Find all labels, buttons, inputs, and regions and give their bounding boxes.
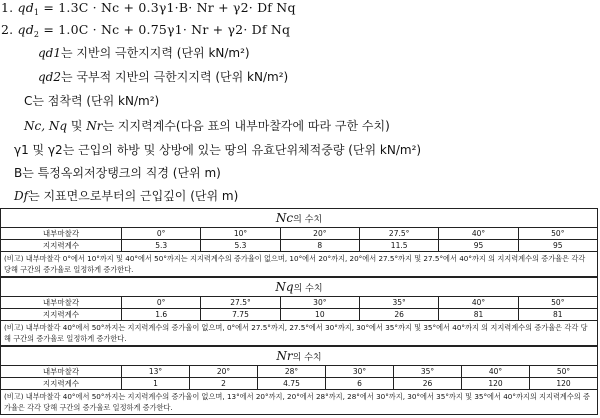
nq-value-row [1,309,597,321]
table-cell: 95 [518,240,597,251]
table-cell: 81 [438,309,517,320]
table-cell: 40° [438,297,517,308]
table-cell: 95 [438,240,517,251]
nc-value-row [1,240,597,252]
nr-angle-label: 내부마찰각 [42,367,80,376]
description-qd1-text: 는 지반의 극한지지력 (단위 kN/m²) [61,46,250,60]
nq-caption-suffix: 의 수치 [293,284,323,294]
symbol-df: Df [14,189,29,203]
formula-2-number: 2. [1,22,14,37]
table-cell: 6 [325,378,393,389]
formula-2 [1,22,290,37]
table-cell: 7.75 [200,309,279,320]
formula-2-lhs: qd [17,22,34,37]
nc-table-caption [1,209,597,228]
table-cell: 20° [280,228,359,239]
table-cell: 10° [200,228,279,239]
nc-table [0,208,598,277]
description-n [24,117,390,134]
formula-1-lhs-sub: 1 [33,8,40,17]
table-cell: 13° [121,366,189,377]
formula-1-rhs: = 1.3C · Nc + 0.3γ1·B· Nr + γ2· Df Nq [43,0,296,15]
nr-angle-row [1,366,597,378]
symbol-qd1: qd1 [38,46,61,60]
description-qd1 [38,44,250,61]
nq-note: (비고) 내부마찰각 40°에서 50°까지는 지지력계수의 증가율이 없으며, 0°에서 27.5°까지, 27.5°에서 30°까지, 30°에서 35°까지 및 35°에서 40°까지 의 지지력계수의 증가율은 각각 당해 구간의 증가율로 일정하게 증가한다. [1,321,597,346]
formula-2-lhs-sub: 2 [33,30,40,39]
nc-caption-suffix: 의 수치 [293,215,323,225]
formula-2-rhs: = 1.0C · Nc + 0.75γ1· Nr + γ2· Df Nq [43,22,291,37]
description-qd2-text: 는 국부적 지반의 극한지지력 (단위 kN/m²) [61,70,289,84]
description-b-text: B는 특정옥외저장탱크의 직경 (단위 m) [14,166,221,180]
table-cell: 30° [280,297,359,308]
description-n-text: 는 지지력계수(다음 표의 내부마찰각에 따라 구한 수치) [102,119,390,133]
description-qd2 [38,68,288,85]
description-df-text: 는 지표면으로부터의 근입깊이 (단위 m) [28,189,239,203]
nc-angle-row [1,228,597,240]
formula-1 [1,0,296,15]
table-cell: 11.5 [359,240,438,251]
description-b [14,164,221,181]
nr-symbol: Nr [276,349,293,363]
nc-value-label: 지지력계수 [42,241,80,250]
nr-value-label: 지지력계수 [42,379,80,388]
table-cell: 0° [121,297,200,308]
symbol-qd2: qd2 [38,70,61,84]
table-cell: 0° [121,228,200,239]
table-cell: 5.3 [121,240,200,251]
description-gamma [14,141,421,158]
nr-table-caption [1,347,597,366]
table-cell: 50° [518,228,597,239]
description-n-mid: 및 [67,119,87,133]
table-cell: 26 [393,378,461,389]
nq-angle-row [1,297,597,309]
table-cell: 5.3 [200,240,279,251]
coefficient-tables [0,208,598,416]
table-cell: 27.5° [359,228,438,239]
table-cell: 2 [189,378,257,389]
table-cell: 20° [189,366,257,377]
nc-symbol: Nc [275,211,294,225]
table-cell: 8 [280,240,359,251]
table-cell: 10 [280,309,359,320]
table-cell: 26 [359,309,438,320]
table-cell: 35° [359,297,438,308]
table-cell: 50° [529,366,597,377]
table-cell: 28° [257,366,325,377]
nq-angle-label: 내부마찰각 [42,298,80,307]
nq-table-caption [1,278,597,297]
formula-1-number: 1. [1,0,14,15]
nc-note: (비고) 내부마찰각 0°에서 10°까지 및 40°에서 50°까지는 지지력계수의 증가율이 없으며, 10°에서 20°까지, 20°에서 27.5°까지 및 27.5°에서 40°까지 의 지지력계수의 증가율은 각각 당해 구간의 증가율로 일정하게 증가한다. [1,252,597,277]
nr-note: (비고) 내부마찰각 40°에서 50°까지는 지지력계수의 증가율이 없으며, 13°에서 20°까지, 20°에서 28°까지, 28°에서 30°까지, 30°에서 35°까지 및 35°에서 40°까지의 지지력계수의 증가율은 각각 당해 구간의 증가율로 일정하게 증가한다. [4,392,590,412]
table-cell: 120 [529,378,597,389]
nq-table [0,277,598,346]
nq-symbol: Nq [275,280,294,294]
table-cell: 1 [121,378,189,389]
symbol-nc-nq: Nc, Nq [24,119,68,133]
description-c [24,92,159,109]
table-cell: 40° [461,366,529,377]
table-cell: 40° [438,228,517,239]
nq-value-label: 지지력계수 [42,310,80,319]
nr-value-row [1,378,597,390]
table-cell: 50° [518,297,597,308]
table-cell: 120 [461,378,529,389]
table-cell: 30° [325,366,393,377]
formula-1-lhs: qd [17,0,34,15]
table-cell: 35° [393,366,461,377]
symbol-nr: Nr [86,119,103,133]
nr-table [0,346,598,415]
table-cell: 1.6 [121,309,200,320]
table-cell: 81 [518,309,597,320]
description-df [14,187,238,204]
nc-angle-label: 내부마찰각 [42,229,80,238]
description-gamma-text: γ1 및 γ2는 근입의 하방 및 상방에 있는 땅의 유효단위체적중량 (단위 kN/m²) [14,143,422,157]
table-cell: 27.5° [200,297,279,308]
nr-caption-suffix: 의 수치 [292,353,322,363]
description-c-text: C는 점착력 (단위 kN/m²) [24,94,160,108]
table-cell: 4.75 [257,378,325,389]
